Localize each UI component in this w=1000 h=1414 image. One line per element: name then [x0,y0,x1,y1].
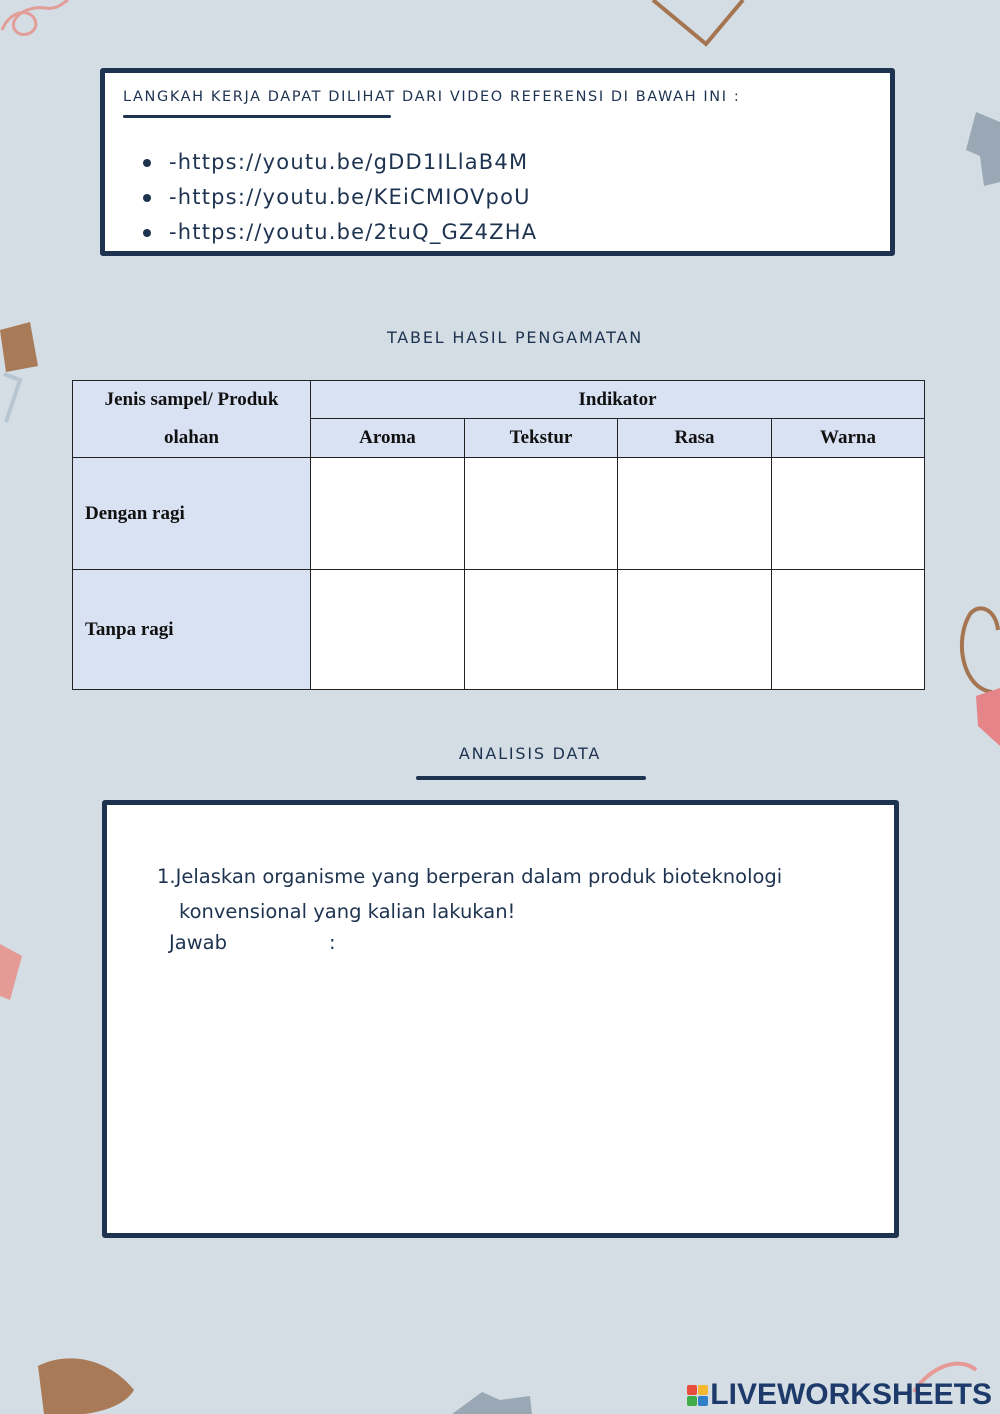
answer-colon: : [329,931,336,954]
video-link[interactable]: -https://youtu.be/KEiCMIOVpoU [169,185,531,209]
brand-logo-square [687,1385,697,1395]
video-reference-box [100,68,895,256]
brand-logo-icon [687,1385,708,1406]
decorative-loop-right [952,600,1000,750]
analysis-title: ANALISIS DATA [458,744,602,763]
row-header-with-yeast: Dengan ragi [73,458,311,570]
column-header-rasa: Rasa [618,419,772,458]
analysis-title-underline [416,776,646,780]
bullet-icon [143,229,151,237]
decorative-shape-bottom-mid [452,1390,532,1414]
brand-logo-square [698,1385,708,1395]
column-header-warna: Warna [772,419,925,458]
answer-cell-warna[interactable] [772,570,925,690]
question-line-2: konvensional yang kalian lakukan! [179,900,516,923]
observation-table [72,380,925,690]
bullet-icon [143,194,151,202]
video-link-item[interactable] [143,215,537,250]
steps-heading: LANGKAH KERJA DAPAT DILIHAT DARI VIDEO REFERENSI DI BAWAH INI : [123,89,741,105]
answer-cell-tekstur[interactable] [465,570,618,690]
video-link-item[interactable] [143,145,537,180]
column-header-sample-line1: Jenis sampel/ Produk [104,389,279,410]
answer-label: Jawab [169,931,227,954]
steps-heading-underline [123,115,391,118]
decorative-tag-left [0,940,26,1004]
video-link[interactable]: -https://youtu.be/2tuQ_GZ4ZHA [169,220,538,244]
video-link-item[interactable] [143,180,537,215]
brand-logo-square [687,1396,697,1406]
table-title: TABEL HASIL PENGAMATAN [386,328,644,347]
column-header-tekstur: Tekstur [465,419,618,458]
answer-cell-rasa[interactable] [618,458,772,570]
table-row [73,458,925,570]
answer-cell-aroma[interactable] [311,458,465,570]
answer-cell-aroma[interactable] [311,570,465,690]
table-row [73,570,925,690]
brand-name: LIVEWORKSHEETS [710,1378,992,1411]
answer-cell-rasa[interactable] [618,570,772,690]
column-header-aroma: Aroma [311,419,465,458]
question-number: 1. [157,865,176,888]
row-header-without-yeast: Tanpa ragi [73,570,311,690]
answer-cell-tekstur[interactable] [465,458,618,570]
liveworksheets-logo [687,1378,992,1412]
brand-logo-square [698,1396,708,1406]
question-1 [157,859,879,929]
decorative-leaf-bottom-left [30,1354,140,1414]
column-header-sample-line2: olahan [164,427,219,448]
decorative-heart-top [648,0,748,50]
video-link[interactable]: -https://youtu.be/gDD1ILlaB4M [169,150,529,174]
answer-cell-warna[interactable] [772,458,925,570]
question-line-1: Jelaskan organisme yang berperan dalam produk bioteknologi [175,865,783,888]
video-link-list [143,145,537,250]
decorative-swirl-top-left [0,0,70,55]
bullet-icon [143,159,151,167]
column-header-indicator: Indikator [311,381,925,419]
decorative-block-right [966,112,1000,186]
analysis-box [102,800,899,1238]
column-header-sample [73,381,311,458]
